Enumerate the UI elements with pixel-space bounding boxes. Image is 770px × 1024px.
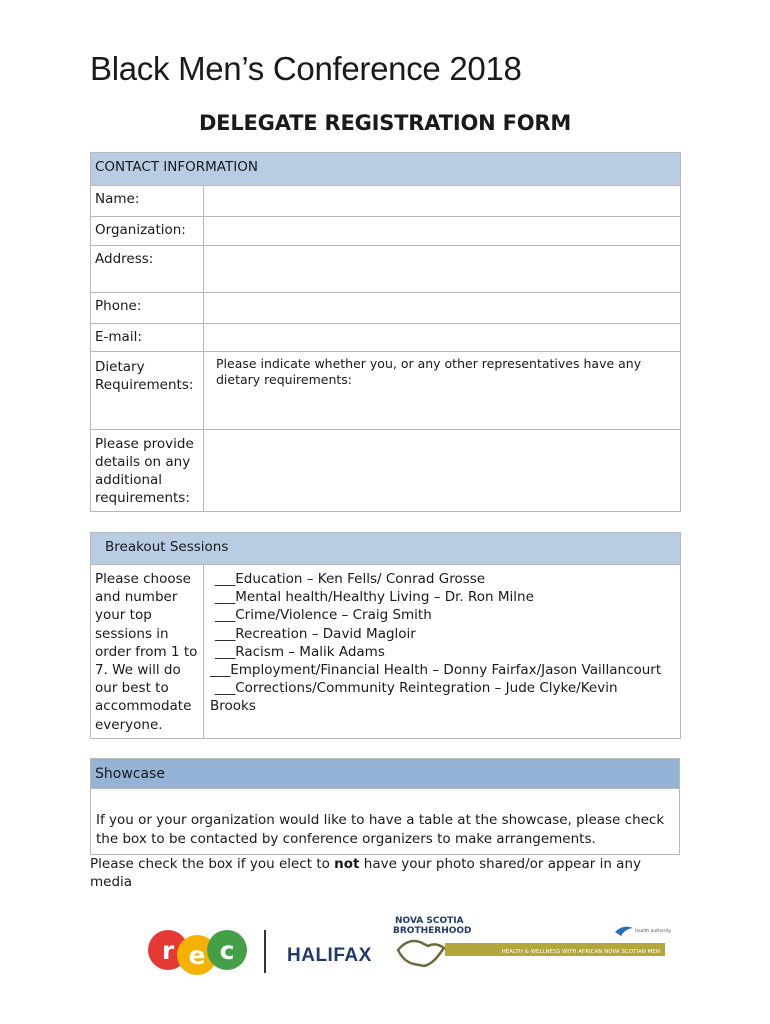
photo-note-emphasis: not — [334, 856, 360, 872]
form-subtitle: DELEGATE REGISTRATION FORM — [198, 111, 572, 135]
showcase-text[interactable]: If you or your organization would like to have a table at the showcase, please check the box to be contacted by conference organizers to make arrangements. — [91, 789, 680, 855]
session-option-continued: Brooks — [210, 698, 256, 715]
rec-letter-c: c — [219, 936, 235, 965]
session-option[interactable]: ___Mental health/Healthy Living – Dr. Ron Milne — [215, 589, 534, 606]
name-field[interactable] — [204, 186, 681, 217]
session-list — [204, 565, 681, 739]
email-label: E-mail: — [91, 324, 204, 352]
nsha-swoosh-icon — [615, 927, 633, 936]
halifax-logo: HALIFAX — [287, 945, 372, 966]
contact-information-header: CONTACT INFORMATION — [91, 153, 681, 186]
contact-information-table — [90, 152, 681, 512]
photo-consent-note[interactable] — [90, 855, 680, 891]
session-option[interactable]: ___Education – Ken Fells/ Conrad Grosse — [215, 571, 486, 587]
dietary-label: Dietary Requirements: — [91, 352, 204, 430]
name-label: Name: — [91, 186, 204, 217]
rec-logo — [148, 930, 247, 975]
nsha-text: health authority — [635, 929, 672, 934]
dietary-prompt: Please indicate whether you, or any other representatives have any dietary requirements: — [216, 356, 642, 387]
rec-letter-r: r — [161, 936, 175, 965]
email-field[interactable] — [204, 324, 681, 352]
additional-requirements-field[interactable] — [204, 430, 681, 512]
brotherhood-banner-text: HEALTH & WELLNESS WITH AFRICAN NOVA SCOTIAN MEN — [501, 949, 660, 955]
breakout-sessions-header: Breakout Sessions — [91, 533, 681, 565]
session-option[interactable]: ___Corrections/Community Reintegration – Jude Clyke/Kevin — [215, 680, 618, 697]
showcase-table — [90, 758, 680, 855]
brotherhood-top-text: NOVA SCOTIA — [395, 916, 464, 926]
dietary-field[interactable] — [204, 352, 681, 430]
organization-field[interactable] — [204, 217, 681, 246]
additional-requirements-label: Please provide details on any additional requirements: — [91, 430, 204, 512]
session-option[interactable]: ___Racism – Malik Adams — [215, 643, 385, 660]
nsha-logo — [615, 927, 672, 936]
brotherhood-bottom-text: BROTHERHOOD — [393, 926, 472, 936]
breakout-instructions: Please choose and number your top sessions in order from 1 to 7. We will do our best to accommodate everyone. — [91, 565, 204, 739]
rec-letter-e: e — [188, 941, 206, 970]
session-option[interactable]: ___Employment/Financial Health – Donny Fairfax/Jason Vaillancourt — [210, 662, 662, 679]
address-field[interactable] — [204, 246, 681, 293]
showcase-header: Showcase — [91, 759, 680, 789]
sponsor-logos — [0, 905, 770, 995]
address-label: Address: — [91, 246, 204, 293]
session-option[interactable]: ___Crime/Violence – Craig Smith — [215, 607, 432, 624]
photo-note-before: Please check the box if you elect to — [90, 856, 335, 872]
handshake-icon — [398, 941, 444, 966]
phone-field[interactable] — [204, 293, 681, 324]
organization-label: Organization: — [91, 217, 204, 246]
brotherhood-logo — [393, 916, 665, 966]
phone-label: Phone: — [91, 293, 204, 324]
session-option[interactable]: ___Recreation – David Magloir — [215, 625, 416, 642]
page-title: Black Men’s Conference 2018 — [90, 50, 522, 87]
photo-note-after: have your photo shared/or appear in any media — [90, 856, 641, 890]
breakout-sessions-table — [90, 532, 681, 739]
